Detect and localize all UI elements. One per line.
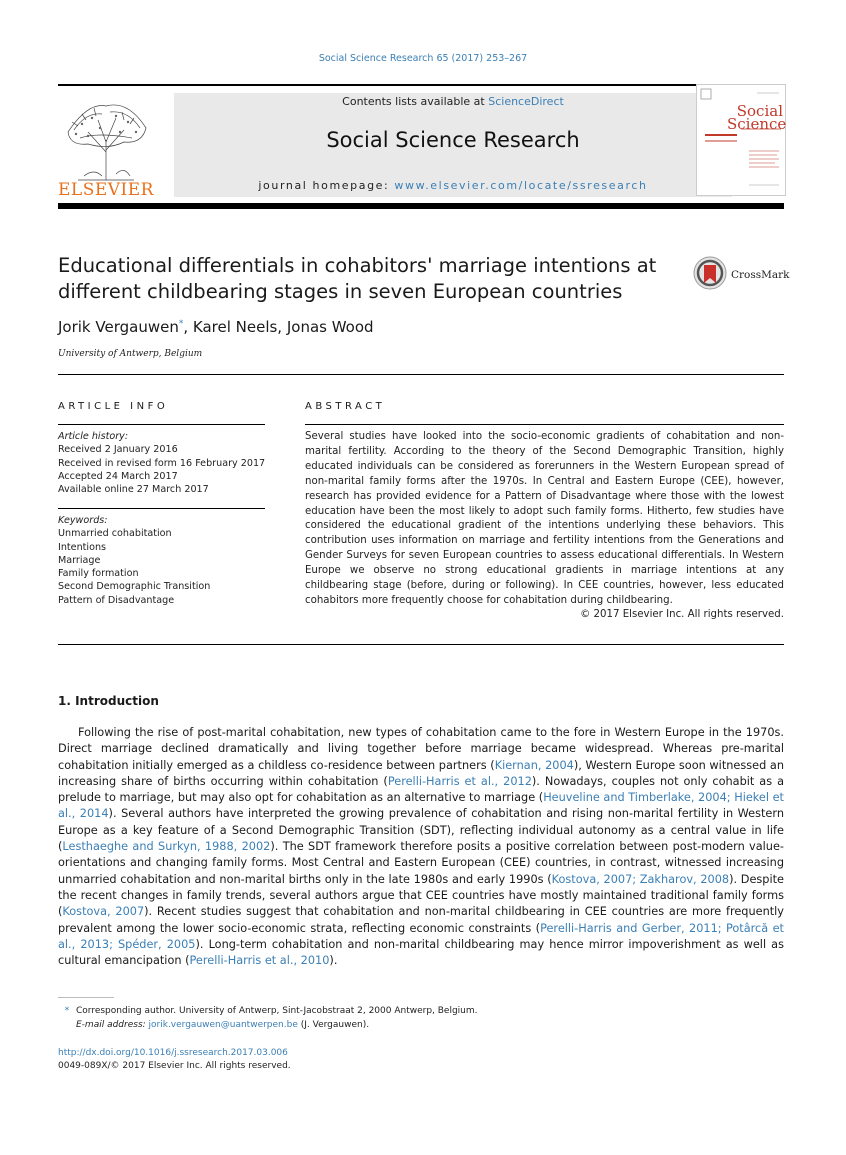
corresponding-author-marker[interactable]: *: [178, 319, 184, 329]
author-email-link[interactable]: jorik.vergauwen@uantwerpen.be: [148, 1020, 298, 1030]
abstract-copyright: © 2017 Elsevier Inc. All rights reserved.: [580, 609, 784, 620]
masthead-bottom-rule: [58, 203, 784, 209]
doi-link[interactable]: http://dx.doi.org/10.1016/j.ssresearch.2017.03.006: [58, 1048, 288, 1058]
intro-text-segment: ), Western Europe soon witnessed an increasing share of births occurring within cohabitation (: [58, 758, 784, 788]
journal-masthead: [58, 84, 787, 210]
intro-text-segment: ). Nowadays, couples not only cohabit as a prelude to marriage, but may also opt for cohabitation as an alternative to marriage (: [58, 774, 785, 805]
footnote-rule: [58, 997, 114, 998]
citation-link[interactable]: Perelli-Harris et al., 2010: [189, 954, 330, 968]
history-item: Accepted 24 March 2017: [58, 470, 178, 482]
abstract-heading: ABSTRACT: [305, 401, 386, 412]
homepage-link[interactable]: www.elsevier.com/locate/ssresearch: [394, 179, 648, 192]
intro-text-segment: ). Long-term cohabitation and non-marital childbearing may hence mirror impoverishment as well as cultural emancipation (: [58, 937, 784, 968]
citation-link[interactable]: Perelli-Harris et al., 2012: [387, 774, 532, 788]
article-title: Educational differentials in cohabitors' marriage intentions at different childbearing stages in seven European countries: [58, 254, 657, 303]
article-history-label: Article history:: [58, 431, 129, 442]
citation-link[interactable]: Heuveline and Timberlake, 2004; Hiekel et al., 2014: [58, 791, 784, 821]
sciencedirect-link[interactable]: ScienceDirect: [488, 95, 564, 108]
crossmark-label: CrossMark: [731, 269, 790, 281]
section-heading-introduction: 1. Introduction: [58, 694, 159, 708]
citation-link[interactable]: Perelli-Harris and Gerber, 2011; Potârcă et al., 2013; Spéder, 2005: [58, 921, 784, 951]
homepage-prefix: journal homepage:: [258, 179, 395, 192]
intro-text-segment: ). Recent studies suggest that cohabitation and non-marital childbearing in CEE countries are more frequently prevalent among the lower socio-economic strata, reflecting economic constraints (: [58, 905, 784, 935]
keyword-item: Pattern of Disadvantage: [58, 594, 175, 606]
elsevier-wordmark[interactable]: ELSEVIER: [58, 180, 154, 200]
email-suffix: (J. Vergauwen).: [297, 1020, 370, 1030]
journal-title: Social Science Research: [326, 128, 580, 152]
article-history: [58, 430, 273, 496]
co-authors: , Karel Neels, Jonas Wood: [183, 318, 374, 336]
keywords-label: Keywords:: [58, 515, 108, 526]
crossmark-icon: [693, 256, 727, 290]
footnote-marker: *: [64, 1006, 70, 1016]
crossmark-badge[interactable]: [693, 256, 793, 292]
author-list: [58, 318, 374, 336]
keyword-item: Second Demographic Transition: [58, 581, 211, 593]
keyword-item: Marriage: [58, 554, 101, 566]
header-divider: [58, 374, 784, 375]
article-info-heading: ARTICLE INFO: [58, 401, 169, 412]
citation-link[interactable]: Kiernan, 2004: [494, 758, 574, 772]
intro-text-segment: ). The SDT framework therefore posits a positive correlation between post-modern value-orientations and changing family forms. Most Central and Eastern European (CEE) countries, in contrast, witnessed increasing unmarried cohabitation and non-marital births only in the late 1980s and early 1990s (: [58, 840, 784, 886]
contents-line: [174, 95, 732, 108]
citation-link[interactable]: Kostova, 2007; Zakharov, 2008: [551, 872, 730, 886]
journal-cover-thumbnail[interactable]: [696, 84, 786, 196]
cover-title-line-2: Science: [727, 115, 787, 133]
footnote: [58, 1004, 784, 1032]
history-item: Received in revised form 16 February 2017: [58, 457, 266, 469]
doi-block: [58, 1047, 291, 1073]
footnote-text: Corresponding author. University of Antwerp, Sint-Jacobstraat 2, 2000 Antwerp, Belgium.: [76, 1006, 478, 1016]
citation-link[interactable]: Kostova, 2007: [62, 905, 145, 919]
cover-title-line-1: Social: [736, 102, 783, 120]
cover-title: [727, 102, 787, 133]
history-item: Received 2 January 2016: [58, 444, 178, 456]
history-item: Available online 27 March 2017: [58, 484, 209, 496]
article-info-rule: [58, 424, 265, 425]
intro-text-segment: ). Despite the recent changes in family trends, several authors argue that CEE countries have mostly maintained traditional family forms (: [58, 872, 784, 919]
intro-text-segment: ).: [329, 954, 338, 968]
footnote-email-line: [58, 1018, 784, 1032]
keyword-item: Family formation: [58, 568, 139, 580]
affiliation: University of Antwerp, Belgium: [58, 349, 203, 359]
keyword-item: Intentions: [58, 541, 107, 553]
introduction-paragraph: [58, 725, 784, 969]
email-label: E-mail address:: [76, 1020, 149, 1030]
intro-text-segment: Following the rise of post-marital cohabitation, new types of cohabitation came to the fore in Western Europe in the 1970s. Direct marriage declined dramatically and living together before marriage became widespread. Whereas pre-marital cohabitation initially emerged as a childless co-residence between partners (: [58, 726, 784, 772]
masthead-top-rule: [58, 84, 784, 86]
contents-prefix: Contents lists available at: [342, 95, 489, 108]
running-head[interactable]: Social Science Research 65 (2017) 253–267: [318, 53, 528, 64]
keywords: [58, 514, 273, 607]
citation-link[interactable]: Lesthaeghe and Surkyn, 1988, 2002: [62, 840, 271, 854]
abstract-divider: [58, 644, 784, 645]
abstract-rule: [305, 424, 784, 425]
footnote-line: [58, 1004, 784, 1018]
author-name[interactable]: Jorik Vergauwen: [58, 318, 179, 336]
intro-text-segment: ). Several authors have interpreted the growing prevalence of cohabitation and rising non-marital fertility in Western Europe as a key feature of a Second Demographic Transition (SDT), reflecting individual autonomy as a central value in life (: [58, 807, 784, 854]
issn-line: 0049-089X/© 2017 Elsevier Inc. All rights reserved.: [58, 1061, 291, 1071]
keywords-rule: [58, 508, 265, 509]
homepage-line: [174, 179, 732, 192]
masthead-box: [174, 93, 732, 197]
abstract-text: Several studies have looked into the socio-economic gradients of cohabitation and non-marital fertility. According to the theory of the Second Demographic Transition, highly educated individuals can be considered as forerunners in the Western European spread of non-marital family forms after the 1970s. In Central and Eastern Europe (CEE), however, research has provided evidence for a Pattern of Disadvantage where those with the lowest education have been the most likely to adopt such family forms. Hitherto, few studies have considered the educational gradient of the intentions underlying these behaviors. This contribution uses information on marriage and fertility intentions from the Generations and Gender Surveys for seven European countries to assess educational differentials. In Western Europe we observe no strong educational gradients in marriage intentions at any childbearing stage (before, during or following). In CEE countries, however, less educated cohabitors more frequently choose for cohabitation during childbearing.: [305, 431, 784, 606]
keyword-item: Unmarried cohabitation: [58, 528, 172, 540]
